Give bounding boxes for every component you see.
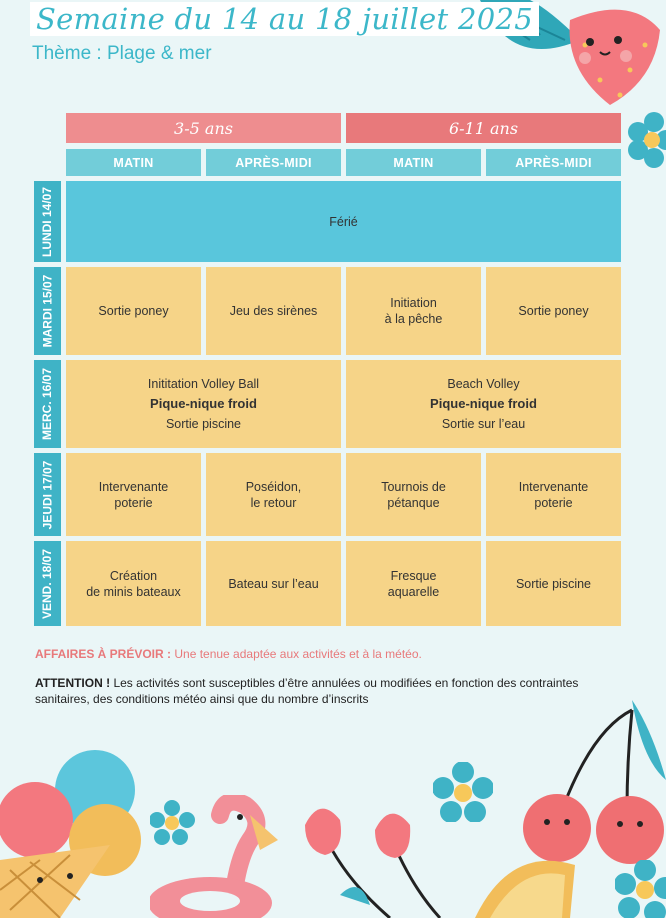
cherries-icon <box>512 690 666 868</box>
day-label-friday <box>34 541 61 626</box>
strawberry-icon <box>560 0 666 112</box>
theme-subtitle: Thème : Plage & mer <box>32 43 212 64</box>
period-header: APRÈS-MIDI <box>486 149 621 176</box>
supplies-label: AFFAIRES À PRÉVOIR : <box>35 647 172 661</box>
age-header-3-5: 3-5 ans <box>66 113 341 143</box>
activity-highlight: Pique-nique froid <box>430 396 537 411</box>
activity-cell: Sortie piscine <box>486 541 621 626</box>
activity-cell: Intervenante poterie <box>66 453 201 536</box>
activity-cell: Intervenante poterie <box>486 453 621 536</box>
activity-highlight: Pique-nique froid <box>150 396 257 411</box>
activity-cell: Poséidon, le retour <box>206 453 341 536</box>
supplies-note <box>35 647 422 661</box>
flower-icon <box>615 860 666 918</box>
flower-icon <box>433 762 493 822</box>
period-header: MATIN <box>66 149 201 176</box>
holiday-cell: Férié <box>66 181 621 262</box>
age-header-6-11: 6-11 ans <box>346 113 621 143</box>
day-label-tuesday <box>34 267 61 355</box>
activity-cell: Sortie poney <box>486 267 621 355</box>
day-label-monday <box>34 181 61 262</box>
activity-line: Sortie sur l’eau <box>441 417 526 431</box>
activity-cell: Bateau sur l’eau <box>206 541 341 626</box>
activity-cell: Jeu des sirènes <box>206 267 341 355</box>
activity-cell-wide <box>66 360 341 448</box>
attention-label: ATTENTION ! <box>35 676 111 690</box>
activity-line: Inititation Volley Ball <box>147 377 260 391</box>
orange-slice-icon <box>470 845 580 918</box>
day-label-thursday <box>34 453 61 536</box>
flamingo-float-icon <box>150 795 285 918</box>
page-title: Semaine du 14 au 18 juillet 2025 <box>30 2 539 36</box>
ice-cream-icon <box>0 750 145 918</box>
activity-cell: Tournois de pétanque <box>346 453 481 536</box>
supplies-text: Une tenue adaptée aux activités et à la météo. <box>171 647 422 661</box>
tulip-flowers-icon <box>300 795 450 918</box>
activity-line: Sortie piscine <box>165 417 242 431</box>
activity-cell: Création de minis bateaux <box>66 541 201 626</box>
period-header: MATIN <box>346 149 481 176</box>
day-label-text: MARDI 15/07 <box>40 274 55 348</box>
day-label-text: MERC. 16/07 <box>40 367 55 441</box>
period-header: APRÈS-MIDI <box>206 149 341 176</box>
activity-cell: Sortie poney <box>66 267 201 355</box>
activity-line: Beach Volley <box>447 377 520 391</box>
activity-cell-wide <box>346 360 621 448</box>
activity-cell: Fresque aquarelle <box>346 541 481 626</box>
day-label-text: VEND. 18/07 <box>40 548 55 619</box>
flower-icon <box>624 110 666 170</box>
day-label-text: JEUDI 17/07 <box>40 460 55 529</box>
day-label-text: LUNDI 14/07 <box>40 186 55 257</box>
attention-note <box>35 675 595 707</box>
attention-text: Les activités sont susceptibles d’être annulées ou modifiées en fonction des contraintes sanitaires, des conditions météo ainsi que du nombre d’inscrits <box>35 676 579 706</box>
day-label-wednesday <box>34 360 61 448</box>
activity-cell: Initiation à la pêche <box>346 267 481 355</box>
